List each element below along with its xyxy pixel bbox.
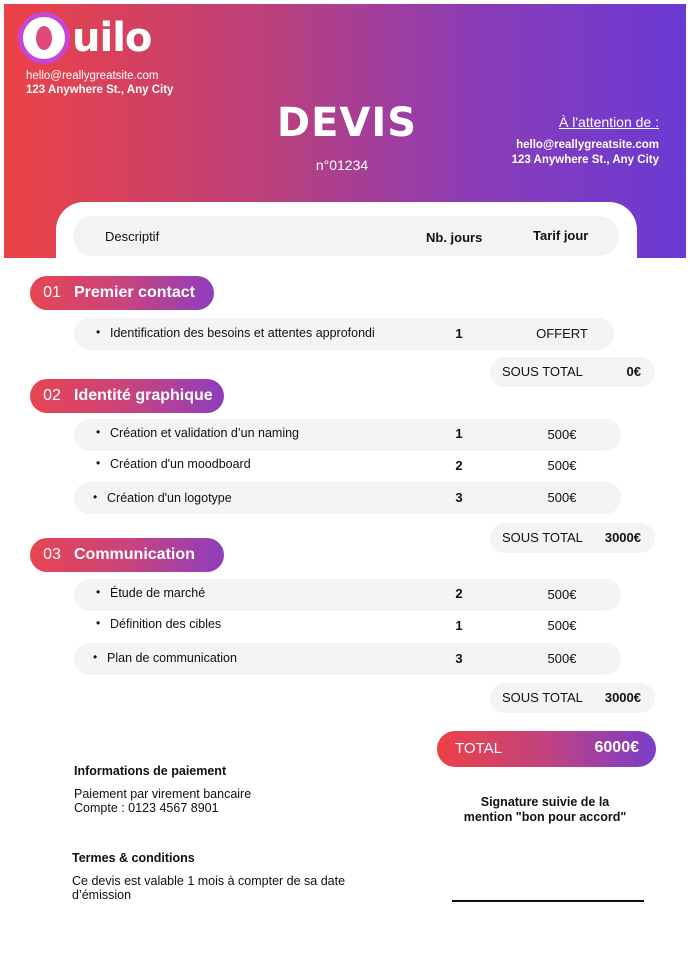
line-item-days: 3 <box>455 651 463 666</box>
subtotal-pill <box>490 523 655 553</box>
section-header <box>30 538 224 572</box>
line-item-days: 1 <box>455 618 463 633</box>
line-item-description: • Définition des cibles <box>110 617 221 631</box>
total-label: TOTAL <box>455 740 502 757</box>
line-item-description: • Étude de marché <box>110 586 205 600</box>
column-days: Nb. jours <box>426 230 483 245</box>
line-item-days: 1 <box>455 326 463 341</box>
line-item-price: 500€ <box>547 618 577 633</box>
line-item-price: 500€ <box>547 651 577 666</box>
line-item-description: • Création et validation d’un naming <box>110 426 299 440</box>
terms-heading: Termes & conditions <box>72 851 195 865</box>
subtotal-pill <box>490 683 655 713</box>
subtotal-value: 3000€ <box>604 690 641 705</box>
payment-account: Compte : 0123 4567 8901 <box>74 801 219 815</box>
total-pill <box>437 731 656 767</box>
section-label: Premier contact <box>74 284 195 301</box>
payment-heading: Informations de paiement <box>74 764 227 778</box>
section-header <box>30 379 224 413</box>
section-label: Identité graphique <box>74 387 213 404</box>
signature-line-2: mention "bon pour accord" <box>463 810 627 824</box>
sender-info <box>26 69 173 97</box>
line-item-days: 3 <box>455 490 463 505</box>
signature-caption <box>455 795 635 825</box>
signature-line-1: Signature suivie de la <box>480 795 610 809</box>
brand-logo <box>18 10 151 66</box>
signature-line <box>452 900 644 902</box>
line-item-days: 2 <box>455 586 463 601</box>
logo-text: uilo <box>72 15 152 61</box>
line-item-price: 500€ <box>547 458 577 473</box>
recipient-email: hello@reallygreatsite.com <box>516 139 659 151</box>
line-item-price: 500€ <box>547 427 577 442</box>
line-item-description: • Identification des besoins et attentes approfondi <box>110 326 375 340</box>
document-number: n°01234 <box>315 157 369 173</box>
subtotal-value: 0€ <box>626 364 641 379</box>
subtotal-label: SOUS TOTAL <box>502 364 583 379</box>
subtotal-pill <box>490 357 655 387</box>
line-item-description: • Plan de communication <box>107 651 237 665</box>
line-item-price: OFFERT <box>536 326 588 341</box>
sender-email: hello@reallygreatsite.com <box>26 70 159 82</box>
terms-line-2: d’émission <box>72 888 132 902</box>
column-rate: Tarif jour <box>533 228 589 243</box>
section-header <box>30 276 214 310</box>
section-number: 02 <box>43 387 61 404</box>
recipient-heading: À l'attention de : <box>559 114 659 130</box>
recipient-address: 123 Anywhere St., Any City <box>511 154 659 166</box>
payment-details <box>74 787 251 815</box>
total-value: 6000€ <box>594 739 639 756</box>
subtotal-value: 3000€ <box>604 530 641 545</box>
line-item-days: 2 <box>455 458 463 473</box>
line-item-description: • Création d'un moodboard <box>110 457 251 471</box>
logo-o-mark <box>18 12 70 64</box>
column-description: Descriptif <box>105 229 160 244</box>
sender-address: 123 Anywhere St., Any City <box>26 84 174 96</box>
section-number: 01 <box>43 284 61 301</box>
terms-line-1: Ce devis est valable 1 mois à compter de sa date <box>72 874 346 888</box>
line-item-price: 500€ <box>547 587 577 602</box>
line-item-description: • Création d'un logotype <box>107 491 232 505</box>
subtotal-label: SOUS TOTAL <box>502 690 583 705</box>
payment-method: Paiement par virement bancaire <box>74 787 252 801</box>
document-title: DEVIS <box>276 100 418 146</box>
recipient-block <box>512 114 659 168</box>
subtotal-label: SOUS TOTAL <box>502 530 583 545</box>
section-number: 03 <box>43 546 61 563</box>
line-item-price: 500€ <box>547 490 577 505</box>
terms-text <box>72 874 345 902</box>
section-label: Communication <box>74 546 195 563</box>
line-item-days: 1 <box>455 426 463 441</box>
